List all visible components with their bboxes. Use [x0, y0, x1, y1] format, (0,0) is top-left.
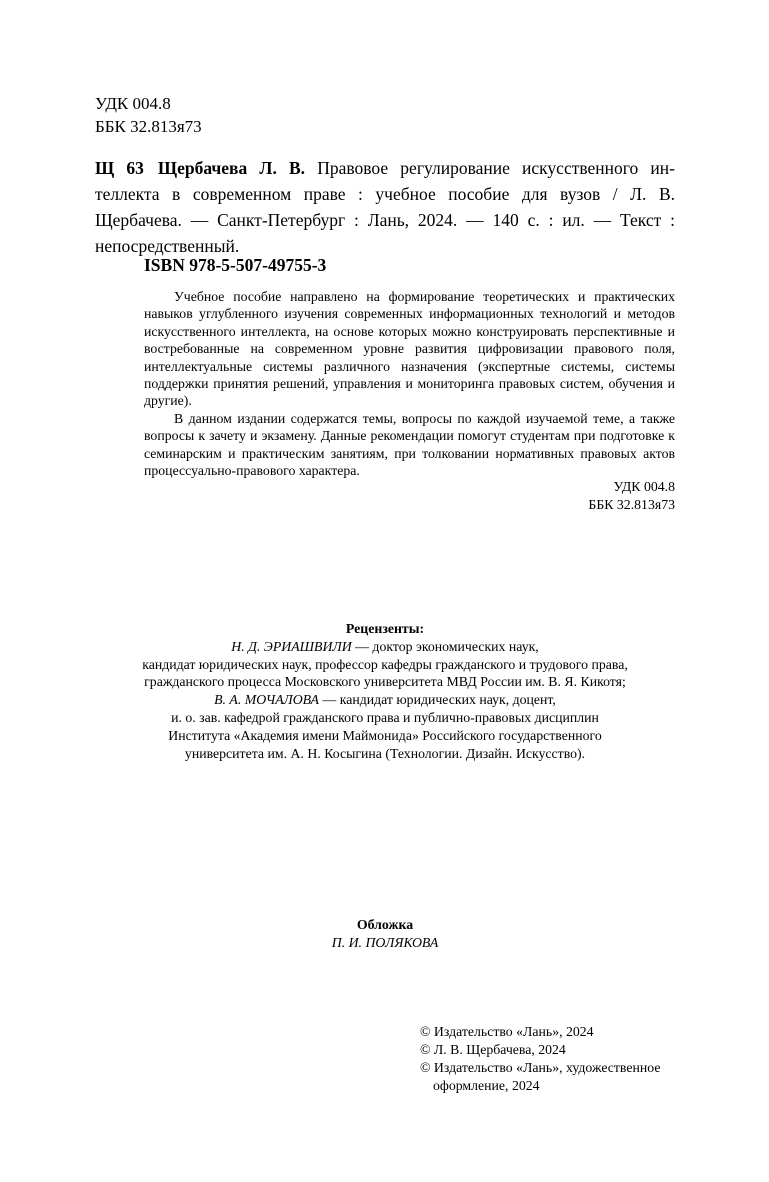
udk-code: УДК 004.8: [613, 479, 675, 494]
bbk-code: ББК 32.813я73: [95, 117, 202, 136]
udk-code: УДК 004.8: [95, 94, 171, 113]
classification-codes-bottom: [560, 478, 675, 514]
cover-designer: П. И. ПОЛЯКОВА: [331, 935, 439, 950]
copyright-block: [420, 1023, 690, 1095]
reviewers-heading: Рецензенты:: [345, 621, 425, 636]
reviewers-block: [100, 620, 670, 762]
reviewer-2-detail: и. о. зав. кафедрой гражданского права и публично-правовых дисциплин: [171, 709, 599, 725]
reviewer-degree: — кандидат юридических наук, доцент,: [319, 692, 556, 708]
reviewer-name: В. А. МОЧАЛОВА: [214, 692, 319, 708]
bbk-code: ББК 32.813я73: [588, 497, 675, 512]
reviewer-degree: — доктор экономических наук,: [351, 638, 539, 654]
reviewer-1-detail: кандидат юридических наук, профессор кафедры гражданского и трудового права,: [142, 656, 628, 672]
abstract: [144, 288, 675, 479]
reviewer-1-detail: гражданского процесса Московского университета МВД России им. В. Я. Кикотя;: [144, 674, 626, 690]
author-name: Щербачева Л. В.: [157, 158, 306, 178]
cover-credit: [260, 916, 510, 952]
copyright-line: © Издательство «Лань», 2024: [420, 1024, 594, 1039]
classification-codes-top: [95, 92, 202, 138]
bibliographic-description: теллекта в современном праве : учебное пособие для вузов / Л. В. Щербачева. — Санкт-Петербург : Лань, 2024. — 140 с. : ил. — Текст : непосредственный.: [95, 184, 675, 256]
reviewer-2: [100, 691, 670, 709]
copyright-line: © Л. В. Щербачева, 2024: [420, 1042, 566, 1057]
abstract-paragraph: Учебное пособие направлено на формирование теоретических и практических навыков углубленного изучения современных информационных технологий и методов искусственного интеллекта, на основе которых можно конструировать перспективные и востребованные на современном уровне развития цифровизации правового поля, интеллектуальные системы различного назначения (экспертные системы, системы поддержки принятия решений, управления и мониторинга правовых систем, обучения и другие).: [144, 289, 675, 409]
bibliographic-record: [95, 155, 675, 259]
reviewer-1: [100, 638, 670, 656]
author-sign: Щ 63: [95, 158, 144, 178]
title-line-1: Правовое регулирование искусственного ин-: [317, 158, 675, 178]
cover-heading: Обложка: [356, 917, 414, 932]
isbn: ISBN 978-5-507-49755-3: [144, 255, 327, 275]
reviewer-2-detail: университета им. А. Н. Косыгина (Технологии. Дизайн. Искусство).: [184, 745, 586, 761]
reviewer-name: Н. Д. ЭРИАШВИЛИ: [231, 638, 352, 654]
abstract-paragraph: В данном издании содержатся темы, вопросы по каждой изучаемой теме, а также вопросы к зачету и экзамену. Данные рекомендации помогут студентам при подготовке к семинарским и практическим занятиям, при толковании нормативных правовых актов процессуально-правового характера.: [144, 410, 675, 479]
reviewer-2-detail: Института «Академия имени Маймонида» Российского государственного: [168, 727, 602, 743]
copyright-line: © Издательство «Лань», художественное оформление, 2024: [420, 1060, 661, 1093]
